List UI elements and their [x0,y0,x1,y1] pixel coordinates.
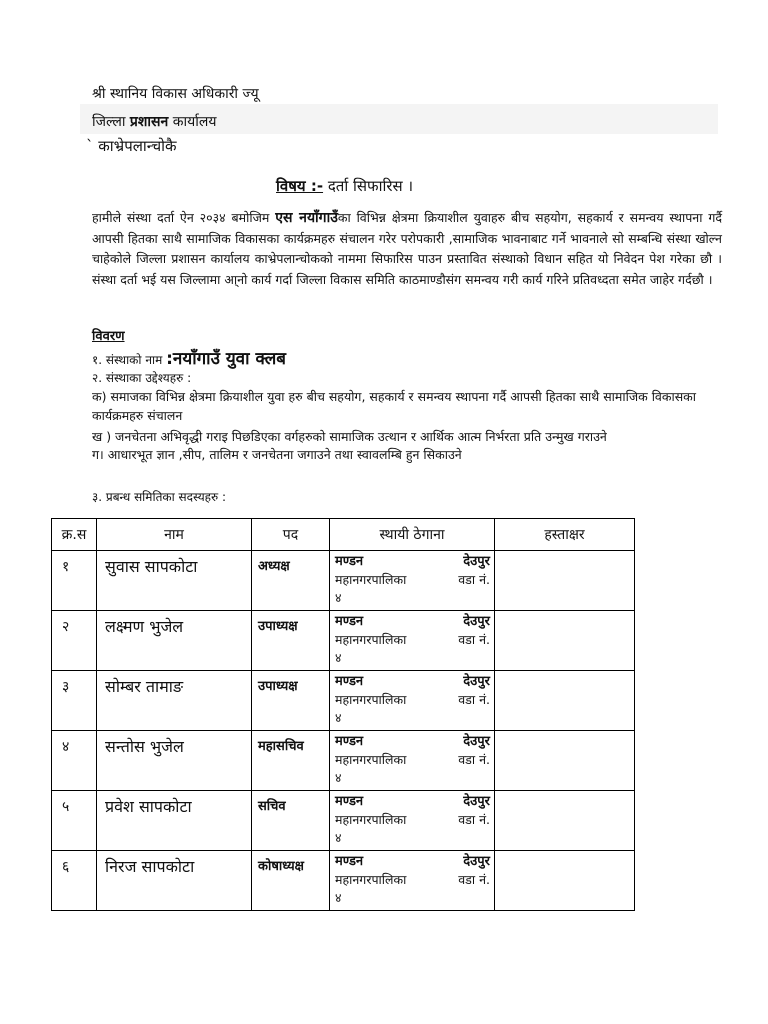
member-post: कोषाध्यक्ष [258,859,304,874]
member-post: अध्यक्ष [258,559,290,574]
serial-number: १ [62,559,70,575]
cell-name [97,671,252,731]
objective-b: ख ) जनचेतना अभिवृद्धी गराइ पिछडिएका वर्गहरुको सामाजिक उत्थान र आर्थिक आत्म निर्भरता प्रति उन्मुख गराउने [92,429,607,444]
cell-sn [52,551,97,611]
table-header-row [52,519,635,551]
address-line-2 [335,571,490,589]
header-signature: हस्ताक्षर [495,519,635,551]
cell-post [252,671,330,731]
address-place-1: मण्डन [335,674,364,689]
table-row [52,611,635,671]
address-ward-number: ४ [335,890,342,905]
cell-signature [495,551,635,611]
recipient-title: श्री स्थानिय विकास अधिकारी ज्यू [92,86,259,102]
header-sn: क्र.स [52,519,97,551]
objectives-heading: २. संस्थाका उद्देश्यहरु : [92,371,192,385]
cell-address [330,731,495,791]
serial-number: ६ [62,859,70,875]
cell-name [97,731,252,791]
member-name: सुवास सापकोटा [105,557,198,576]
address-municipality: महानगरपालिका [335,632,407,647]
cell-address [330,551,495,611]
cell-post [252,851,330,911]
cell-address [330,851,495,911]
subject-label: विषय :- [276,177,324,195]
cell-signature [495,731,635,791]
address-line-2 [335,871,490,889]
member-name: सन्तोस भुजेल [105,737,184,756]
org-name-line [92,346,286,369]
address-ward-label: वडा नं. [458,572,490,587]
header-post: पद [252,519,330,551]
address-line-2 [335,811,490,829]
serial-number: ३ [62,679,70,695]
address-place-1: मण्डन [335,614,364,629]
body-paragraph [92,208,722,290]
cell-signature [495,611,635,671]
address-municipality: महानगरपालिका [335,692,407,707]
address-line-1 [335,613,490,631]
table-row [52,551,635,611]
recipient-district: ` काभ्रेपलान्चोकै [86,137,177,155]
address-municipality: महानगरपालिका [335,812,407,827]
member-name: लक्ष्मण भुजेल [105,617,184,636]
table-row [52,731,635,791]
address-line-1 [335,553,490,571]
address-ward-number: ४ [335,830,342,845]
objective-c: ग। आधारभूत ज्ञान ,सीप, तालिम र जनचेतना जगाउने तथा स्वावलम्बि हुन सिकाउने [92,447,462,462]
subject-line [276,176,413,196]
recipient-office [92,112,216,131]
cell-address [330,611,495,671]
cell-post [252,611,330,671]
member-post: उपाध्यक्ष [258,619,298,634]
address-ward-label: वडा नं. [458,872,490,887]
member-name: प्रवेश सापकोटा [105,797,192,816]
member-post: उपाध्यक्ष [258,679,298,694]
header-name: नाम [97,519,252,551]
address-place-1: मण्डन [335,854,364,869]
address-ward-number: ४ [335,770,342,785]
body-org-name: एस नयाँगाउँ [275,210,338,226]
address-ward-label: वडा नं. [458,692,490,707]
cell-name [97,791,252,851]
serial-number: ४ [62,739,70,755]
header-address: स्थायी ठेगाना [330,519,495,551]
address-ward-label: वडा नं. [458,812,490,827]
serial-number: २ [62,619,70,635]
address-ward-number: ४ [335,650,342,665]
cell-sn [52,611,97,671]
cell-post [252,791,330,851]
cell-sn [52,851,97,911]
cell-post [252,731,330,791]
address-place-2: देउपुर [463,674,490,689]
member-post: सचिव [258,799,286,814]
cell-sn [52,731,97,791]
table-row [52,851,635,911]
address-ward-label: वडा नं. [458,632,490,647]
address-line-1 [335,673,490,691]
address-place-2: देउपुर [463,794,490,809]
table-row [52,671,635,731]
address-place-1: मण्डन [335,554,364,569]
member-post: महासचिव [258,739,304,754]
address-municipality: महानगरपालिका [335,752,407,767]
address-place-2: देउपुर [463,854,490,869]
cell-name [97,551,252,611]
body-after: का विभिन्न क्षेत्रमा क्रियाशील युवाहरु बीच सहयोग, सहकार्य र समन्वय स्थापना गर्दै आपसी हितका साथै सामाजिक विकासका कार्यक्रमहरु संचालन गरेर परोपकारी ,सामाजिक भावनाबाट गर्ने भावनाले सो सम्बन्धि संस्था खोल्न चाहेकोले जिल्ला प्रशासन कार्यालय काभ्रेपलान्चोकको नाममा सिफारिस पाउन प्रस्तावित संस्थाको विधान सहित यो निवेदन पेश गरेका छौ । संस्था दर्ता भई यस जिल्लामा आ्नो कार्य गर्दा जिल्ला विकास समिति काठमाण्डौसंग समन्वय गरी कार्य गरिने प्रतिवध्दता समेत जाहेर गर्दछौ । [92,210,722,287]
address-line-1 [335,793,490,811]
address-line-2 [335,751,490,769]
cell-name [97,851,252,911]
address-place-2: देउपुर [463,734,490,749]
office-suffix: कार्यालय [172,114,217,130]
cell-name [97,611,252,671]
cell-sn [52,791,97,851]
address-line-1 [335,853,490,871]
address-place-1: मण्डन [335,734,364,749]
address-line-2 [335,691,490,709]
details-heading: विवरण [92,329,125,344]
address-ward-number: ४ [335,710,342,725]
member-name: सोम्बर तामाङ [105,677,184,696]
address-line-1 [335,733,490,751]
serial-number: ५ [62,799,70,815]
body-before: हामीले संस्था दर्ता ऐन २०३४ बमोजिम [92,210,270,225]
org-name-label: १. संस्थाको नाम [92,353,163,367]
address-municipality: महानगरपालिका [335,872,407,887]
members-body [52,551,635,911]
objective-a: क) समाजका विभिन्न क्षेत्रमा क्रियाशील युवा हरु बीच सहयोग, सहकार्य र समन्वय स्थापना गर्दै आपसी हितका साथै सामाजिक विकासका कार्यक्रमहरु संचालन [92,389,697,423]
cell-address [330,671,495,731]
cell-signature [495,851,635,911]
cell-post [252,551,330,611]
committee-heading: ३. प्रबन्ध समितिका सदस्यहरु : [92,490,227,504]
address-ward-number: ४ [335,590,342,605]
members-table [51,518,635,911]
org-name-value: :नयाँगाउँ युवा क्लब [166,349,286,369]
office-bold: प्रशासन [129,114,169,130]
address-line-2 [335,631,490,649]
office-prefix: जिल्ला [92,114,126,130]
address-place-2: देउपुर [463,554,490,569]
member-name: निरज सापकोटा [105,857,195,876]
cell-signature [495,791,635,851]
table-row [52,791,635,851]
address-place-1: मण्डन [335,794,364,809]
cell-sn [52,671,97,731]
address-municipality: महानगरपालिका [335,572,407,587]
address-ward-label: वडा नं. [458,752,490,767]
cell-address [330,791,495,851]
subject-text: दर्ता सिफारिस । [327,177,414,195]
cell-signature [495,671,635,731]
address-place-2: देउपुर [463,614,490,629]
